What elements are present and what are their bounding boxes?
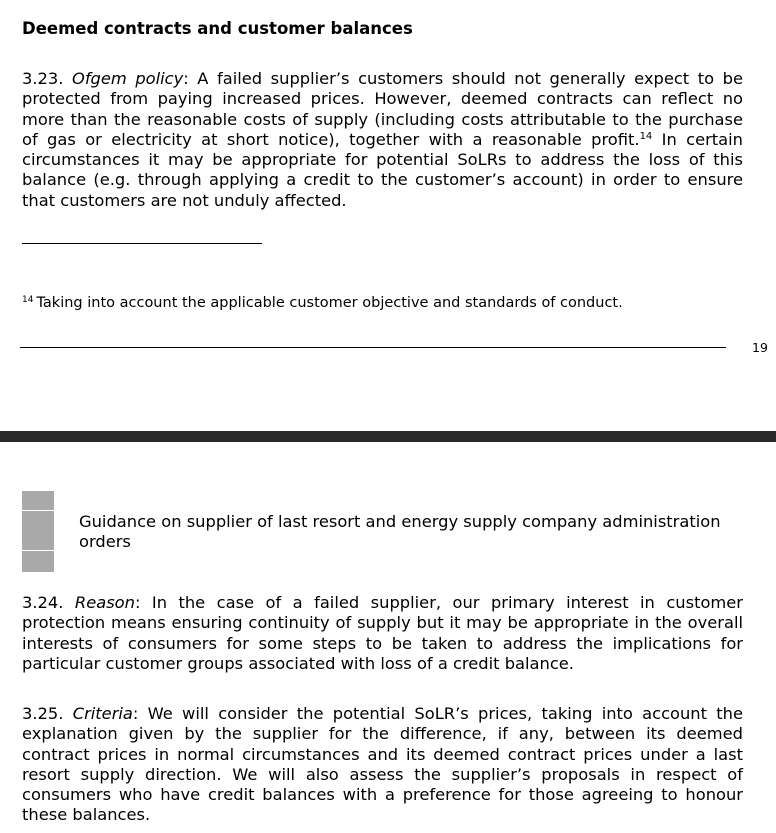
running-header: Guidance on supplier of last resort and energy supply company administration orders [79, 512, 721, 552]
page-number: 19 [752, 340, 768, 355]
section-heading: Deemed contracts and customer balances [22, 19, 413, 38]
paragraph-text: : A failed supplier’s customers should not generally expect to be protected from paying increased prices. However, deemed contracts can reflect no more than the reasonable costs of supply (including costs attributable to the purchase of gas or electricity at short notice), together with a reasonable profit. [22, 69, 743, 149]
header-block-bottom [22, 551, 54, 572]
paragraph-label: Ofgem policy [72, 69, 184, 88]
paragraph-label: Criteria [72, 704, 133, 723]
paragraph-3-25 [22, 704, 743, 826]
paragraph-3-24 [22, 593, 743, 674]
header-block-middle [22, 511, 54, 550]
paragraph-text-continued: In certain circumstances it may be appropriate for potential SoLRs to address the loss of this balance (e.g. through applying a credit to the customer’s account) in order to ensure that customers are not unduly affected. [22, 129, 743, 210]
paragraph-number: 3.25. [22, 704, 64, 723]
footnote-text: Taking into account the applicable customer objective and standards of conduct. [36, 295, 623, 311]
footnote [22, 294, 623, 312]
paragraph-number: 3.23. [22, 69, 64, 88]
header-block-top [22, 491, 54, 510]
paragraph-3-23 [22, 69, 743, 211]
footnote-separator [22, 243, 262, 244]
page-separator [0, 431, 776, 442]
footnote-number: 14 [22, 295, 34, 305]
footnote-reference[interactable]: 14 [639, 130, 653, 142]
paragraph-text: : In the case of a failed supplier, our primary interest in customer protection means ensuring continuity of supply but it may be appropriate in the overall interests of consumers for some steps to be taken to address the implications for particular customer groups associated with loss of a credit balance. [22, 593, 743, 673]
page-footer-rule [20, 347, 726, 348]
paragraph-number: 3.24. [22, 593, 64, 612]
paragraph-text: : We will consider the potential SoLR’s prices, taking into account the explanation given by the supplier for the difference, if any, between its deemed contract prices in normal circumstances and its deemed contract prices under a last resort supply direction. We will also assess the supplier’s proposals in respect of consumers who have credit balances with a preference for those agreeing to honour these balances. [22, 704, 743, 825]
paragraph-label: Reason [74, 593, 135, 612]
